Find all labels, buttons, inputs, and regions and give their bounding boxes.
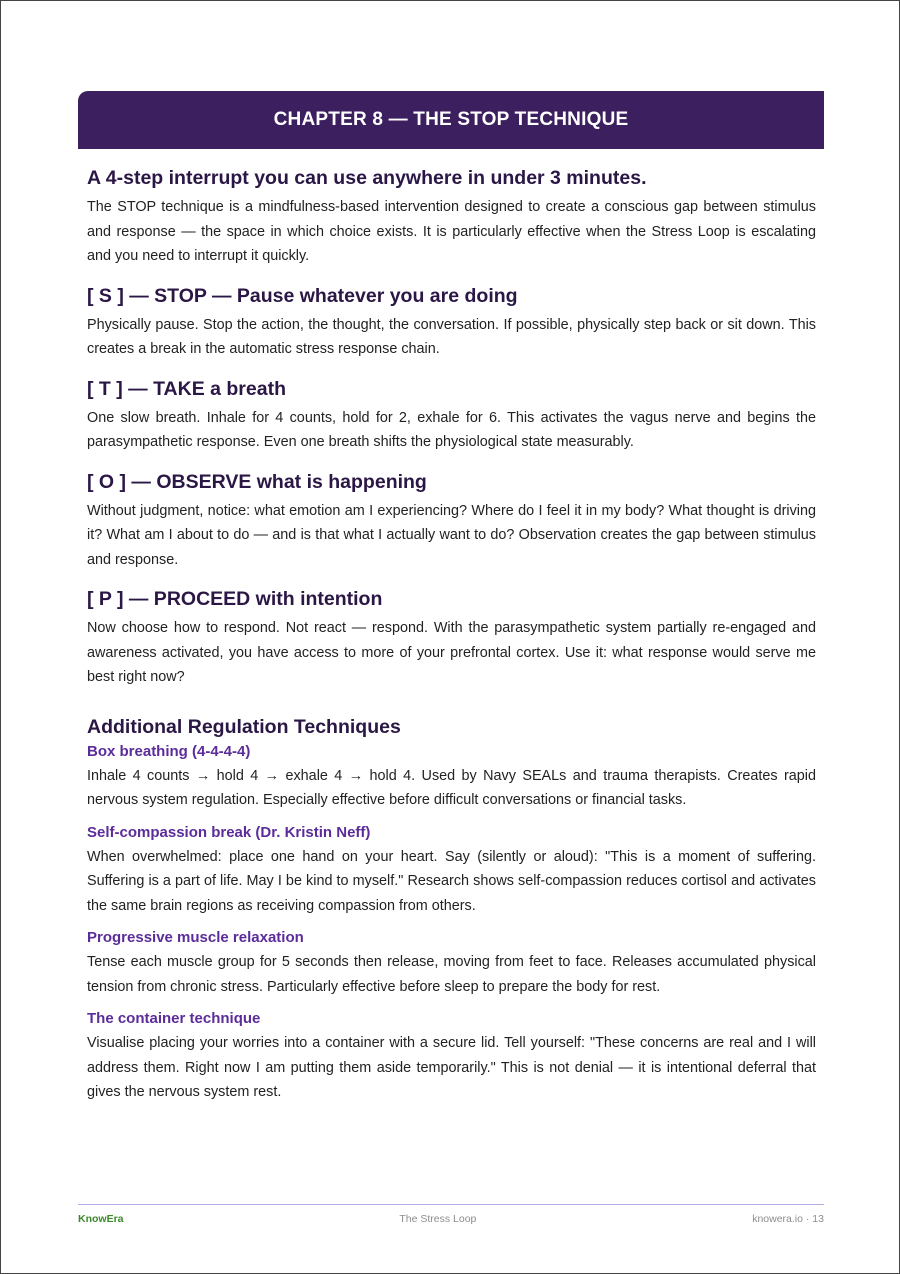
step-s-paragraph: Physically pause. Stop the action, the thought, the conversation. If possible, physically step back or sit down. This creates a break in the automatic stress response chain. (87, 316, 816, 357)
page-footer (78, 1213, 824, 1225)
intro-paragraph: The STOP technique is a mindfulness-based intervention designed to create a conscious gap between stimulus and response — the space in which choice exists. It is particularly effective when the Stress Loop is escalating and you need to interrupt it quickly. (87, 199, 816, 264)
step-t-heading: [ T ] — TAKE a breath (87, 377, 286, 400)
technique-paragraph: Inhale 4 counts → hold 4 → exhale 4 → hold 4. Used by Navy SEALs and trauma therapists. Creates rapid nervous system regulation. Especially effective before difficult conversations or financial tasks. (87, 767, 816, 808)
technique-paragraph: When overwhelmed: place one hand on your heart. Say (silently or aloud): "This is a moment of suffering. Suffering is a part of life. May I be kind to myself." Research shows self-compassion reduces cortisol and activates the same brain regions as receiving compassion from others. (87, 848, 816, 914)
technique-paragraph: Visualise placing your worries into a container with a secure lid. Tell yourself: "These concerns are real and I will address them. Right now I am putting them aside temporarily." This is not denial — it is intentional deferral that gives the nervous system rest. (87, 1035, 816, 1100)
footer-divider (78, 1204, 824, 1205)
intro-heading: A 4-step interrupt you can use anywhere in under 3 minutes. (87, 167, 647, 189)
technique-title: Self-compassion break (Dr. Kristin Neff) (87, 823, 371, 841)
footer-title: The Stress Loop (399, 1213, 477, 1225)
chapter-banner (78, 91, 824, 149)
step-o-paragraph: Without judgment, notice: what emotion am I experiencing? Where do I feel it in my body? What thought is driving it? What am I about to do — and is that what I actually want to do? Observation creates the gap between stimulus and response. (87, 502, 816, 568)
step-o-heading: [ O ] — OBSERVE what is happening (87, 470, 427, 493)
technique-paragraph: Tense each muscle group for 5 seconds then release, moving from feet to face. Releases accumulated physical tension from chronic stress. Particularly effective before sleep to prepare the body for rest. (87, 954, 816, 995)
step-s-heading: [ S ] — STOP — Pause whatever you are doing (87, 284, 518, 307)
footer-site-page: knowera.io · 13 (752, 1213, 824, 1225)
technique-title: The container technique (87, 1010, 261, 1027)
technique-title: Progressive muscle relaxation (87, 929, 304, 946)
step-t-paragraph: One slow breath. Inhale for 4 counts, hold for 2, exhale for 6. This activates the vagus nerve and begins the parasympathetic response. Even one breath shifts the physiological state measurably. (87, 409, 816, 450)
chapter-title: CHAPTER 8 — THE STOP TECHNIQUE (273, 109, 629, 130)
step-p-heading: [ P ] — PROCEED with intention (87, 588, 383, 610)
footer-brand: KnowEra (78, 1213, 124, 1225)
technique-title: Box breathing (4-4-4-4) (87, 742, 251, 760)
main-content (87, 167, 816, 1105)
additional-techniques-heading: Additional Regulation Techniques (87, 715, 401, 738)
step-p-paragraph: Now choose how to respond. Not react — respond. With the parasympathetic system partially re-engaged and awareness activated, you have access to more of your prefrontal cortex. Use it: what response would serve me best right now? (87, 620, 816, 685)
